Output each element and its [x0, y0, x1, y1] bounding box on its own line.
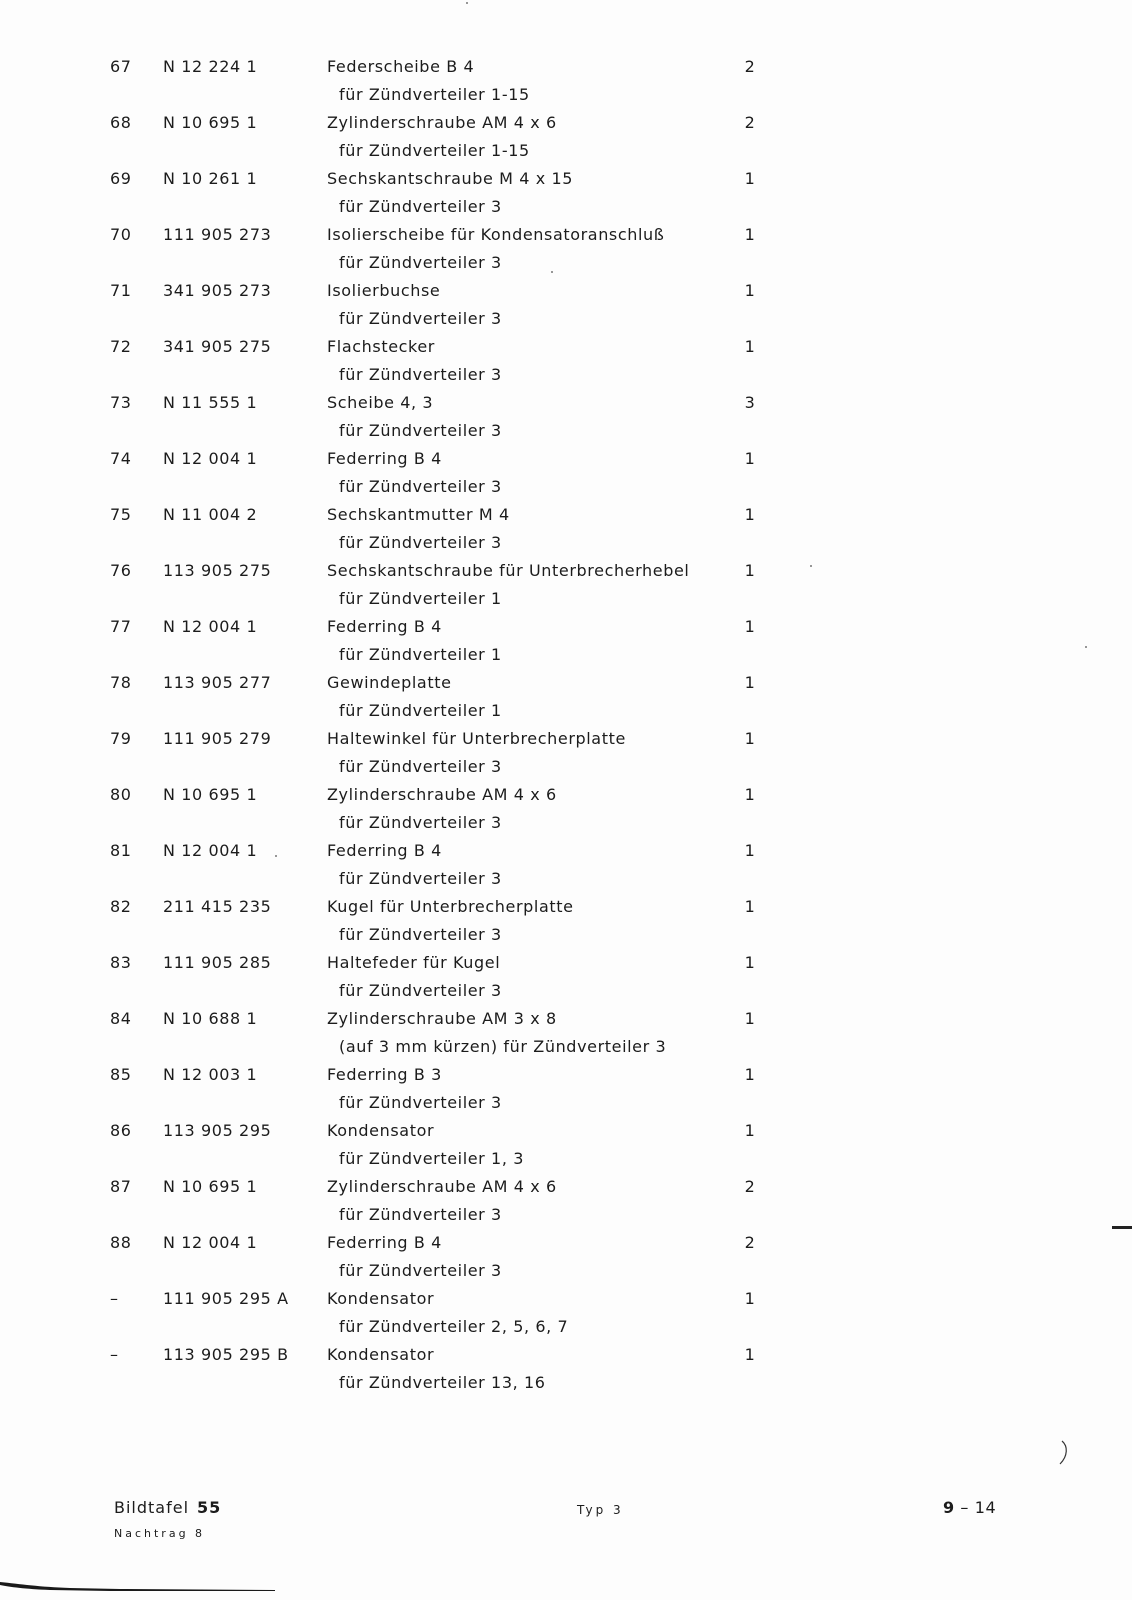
part-description: Zylinderschraube AM 4 x 6 [327, 113, 557, 132]
position-number: 77 [110, 617, 132, 636]
part-note: für Zündverteiler 3 [339, 253, 502, 272]
parts-row [0, 896, 1132, 952]
position-number: 82 [110, 897, 132, 916]
part-description: Haltefeder für Kugel [327, 953, 501, 972]
quantity: 1 [744, 1009, 756, 1028]
parts-row [0, 840, 1132, 896]
vehicle-type: Typ 3 [577, 1503, 624, 1517]
part-number: N 10 695 1 [163, 785, 258, 804]
parts-row [0, 560, 1132, 616]
parts-row [0, 1288, 1132, 1344]
part-note: für Zündverteiler 3 [339, 309, 502, 328]
part-number: N 10 695 1 [163, 1177, 258, 1196]
parts-row [0, 336, 1132, 392]
part-note: für Zündverteiler 3 [339, 533, 502, 552]
parts-row [0, 616, 1132, 672]
position-number: 72 [110, 337, 132, 356]
plate-label: Bildtafel [114, 1498, 190, 1517]
part-note: für Zündverteiler 1 [339, 701, 502, 720]
position-number: 85 [110, 1065, 132, 1084]
part-description: Haltewinkel für Unterbrecherplatte [327, 729, 626, 748]
position-number: 67 [110, 57, 132, 76]
parts-row [0, 504, 1132, 560]
part-note: für Zündverteiler 3 [339, 981, 502, 1000]
part-description: Scheibe 4, 3 [327, 393, 434, 412]
parts-row [0, 1064, 1132, 1120]
part-description: Kondensator [327, 1345, 435, 1364]
parts-row [0, 1176, 1132, 1232]
pencil-mark [1058, 1440, 1072, 1466]
quantity: 1 [744, 673, 756, 692]
quantity: 2 [744, 57, 756, 76]
part-description: Federring B 4 [327, 841, 442, 860]
part-note: für Zündverteiler 2, 5, 6, 7 [339, 1317, 569, 1336]
part-number: 113 905 277 [163, 673, 272, 692]
plate-reference [114, 1497, 221, 1519]
part-note: für Zündverteiler 3 [339, 1093, 502, 1112]
part-note: für Zündverteiler 3 [339, 925, 502, 944]
part-number: 111 905 295 A [163, 1289, 289, 1308]
position-number: – [110, 1345, 119, 1364]
part-note: für Zündverteiler 3 [339, 421, 502, 440]
part-description: Federscheibe B 4 [327, 57, 475, 76]
page-number [943, 1497, 996, 1519]
parts-row [0, 392, 1132, 448]
parts-row [0, 952, 1132, 1008]
parts-row [0, 784, 1132, 840]
position-number: 75 [110, 505, 132, 524]
parts-row [0, 1120, 1132, 1176]
quantity: 1 [744, 785, 756, 804]
part-description: Flachstecker [327, 337, 435, 356]
speck [810, 565, 812, 567]
part-number: 113 905 275 [163, 561, 272, 580]
part-description: Kondensator [327, 1121, 435, 1140]
position-number: 73 [110, 393, 132, 412]
parts-row [0, 112, 1132, 168]
quantity: 1 [744, 1121, 756, 1140]
part-note: für Zündverteiler 1-15 [339, 141, 530, 160]
position-number: 79 [110, 729, 132, 748]
scan-streak [0, 1580, 275, 1592]
quantity: 2 [744, 113, 756, 132]
parts-row [0, 56, 1132, 112]
part-description: Federring B 4 [327, 617, 442, 636]
page-number-sub: 14 [974, 1498, 997, 1517]
parts-row [0, 672, 1132, 728]
part-note: für Zündverteiler 3 [339, 365, 502, 384]
part-number: N 12 004 1 [163, 449, 258, 468]
quantity: 1 [744, 337, 756, 356]
position-number: 74 [110, 449, 132, 468]
quantity: 1 [744, 1289, 756, 1308]
parts-row [0, 728, 1132, 784]
plate-number: 55 [197, 1498, 222, 1517]
part-description: Federring B 3 [327, 1065, 442, 1084]
footer-left [114, 1497, 221, 1540]
part-note: für Zündverteiler 1, 3 [339, 1149, 524, 1168]
part-description: Sechskantmutter M 4 [327, 505, 510, 524]
position-number: – [110, 1289, 119, 1308]
position-number: 84 [110, 1009, 132, 1028]
position-number: 71 [110, 281, 132, 300]
part-number: N 10 688 1 [163, 1009, 258, 1028]
part-number: 111 905 279 [163, 729, 272, 748]
position-number: 81 [110, 841, 132, 860]
part-number: N 12 004 1 [163, 617, 258, 636]
position-number: 78 [110, 673, 132, 692]
quantity: 1 [744, 617, 756, 636]
part-number: N 11 555 1 [163, 393, 258, 412]
part-description: Kondensator [327, 1289, 435, 1308]
part-number: 341 905 273 [163, 281, 272, 300]
parts-list [0, 56, 1132, 1400]
quantity: 1 [744, 953, 756, 972]
quantity: 1 [744, 1345, 756, 1364]
part-note: für Zündverteiler 3 [339, 477, 502, 496]
quantity: 1 [744, 897, 756, 916]
speck [1085, 646, 1087, 648]
part-description: Isolierbuchse [327, 281, 441, 300]
part-note: für Zündverteiler 1 [339, 589, 502, 608]
quantity: 1 [744, 561, 756, 580]
part-note: für Zündverteiler 1 [339, 645, 502, 664]
part-description: Zylinderschraube AM 4 x 6 [327, 785, 557, 804]
parts-row [0, 224, 1132, 280]
part-number: N 12 004 1 [163, 1233, 258, 1252]
part-number: N 10 695 1 [163, 113, 258, 132]
part-note: (auf 3 mm kürzen) für Zündverteiler 3 [339, 1037, 667, 1056]
speck [466, 2, 468, 4]
quantity: 1 [744, 449, 756, 468]
speck [551, 271, 553, 273]
part-note: für Zündverteiler 3 [339, 757, 502, 776]
position-number: 70 [110, 225, 132, 244]
quantity: 1 [744, 505, 756, 524]
quantity: 3 [744, 393, 756, 412]
part-note: für Zündverteiler 3 [339, 197, 502, 216]
parts-row [0, 280, 1132, 336]
part-description: Sechskantschraube M 4 x 15 [327, 169, 574, 188]
position-number: 83 [110, 953, 132, 972]
parts-row [0, 168, 1132, 224]
part-description: Federring B 4 [327, 449, 442, 468]
parts-row [0, 1008, 1132, 1064]
position-number: 87 [110, 1177, 132, 1196]
part-description: Sechskantschraube für Unterbrecherhebel [327, 561, 690, 580]
part-number: 111 905 273 [163, 225, 272, 244]
position-number: 88 [110, 1233, 132, 1252]
quantity: 1 [744, 169, 756, 188]
speck [275, 855, 277, 857]
part-number: 341 905 275 [163, 337, 272, 356]
part-number: N 10 261 1 [163, 169, 258, 188]
position-number: 69 [110, 169, 132, 188]
quantity: 1 [744, 225, 756, 244]
part-number: N 12 003 1 [163, 1065, 258, 1084]
position-number: 80 [110, 785, 132, 804]
part-number: 113 905 295 [163, 1121, 272, 1140]
position-number: 76 [110, 561, 132, 580]
part-number: 113 905 295 B [163, 1345, 289, 1364]
part-description: Kugel für Unterbrecherplatte [327, 897, 574, 916]
part-note: für Zündverteiler 3 [339, 1261, 502, 1280]
part-note: für Zündverteiler 3 [339, 813, 502, 832]
part-number: N 12 224 1 [163, 57, 258, 76]
part-number: N 12 004 1 [163, 841, 258, 860]
position-number: 86 [110, 1121, 132, 1140]
parts-row [0, 1232, 1132, 1288]
part-description: Federring B 4 [327, 1233, 442, 1252]
page-number-main: 9 [943, 1498, 955, 1517]
part-number: 211 415 235 [163, 897, 272, 916]
parts-row [0, 448, 1132, 504]
part-description: Zylinderschraube AM 4 x 6 [327, 1177, 557, 1196]
quantity: 1 [744, 281, 756, 300]
part-note: für Zündverteiler 1-15 [339, 85, 530, 104]
part-number: N 11 004 2 [163, 505, 258, 524]
edge-mark [1112, 1226, 1132, 1229]
part-description: Zylinderschraube AM 3 x 8 [327, 1009, 557, 1028]
quantity: 2 [744, 1233, 756, 1252]
quantity: 2 [744, 1177, 756, 1196]
part-number: 111 905 285 [163, 953, 272, 972]
quantity: 1 [744, 1065, 756, 1084]
supplement-label: Nachtrag 8 [114, 1527, 206, 1540]
quantity: 1 [744, 729, 756, 748]
part-description: Isolierscheibe für Kondensatoranschluß [327, 225, 665, 244]
part-description: Gewindeplatte [327, 673, 452, 692]
part-note: für Zündverteiler 3 [339, 1205, 502, 1224]
quantity: 1 [744, 841, 756, 860]
part-note: für Zündverteiler 13, 16 [339, 1373, 546, 1392]
position-number: 68 [110, 113, 132, 132]
page-number-separator: – [960, 1498, 970, 1517]
parts-row [0, 1344, 1132, 1400]
part-note: für Zündverteiler 3 [339, 869, 502, 888]
